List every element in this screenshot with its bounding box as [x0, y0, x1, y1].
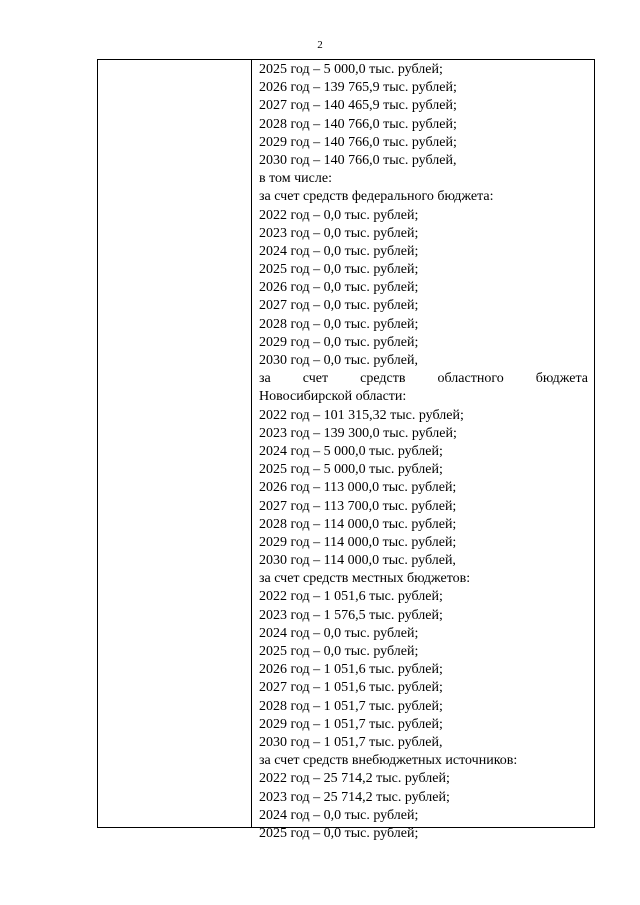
funding-line: 2028 год – 140 766,0 тыс. рублей; — [259, 116, 457, 132]
funding-line: 2027 год – 140 465,9 тыс. рублей; — [259, 98, 457, 114]
section-heading: за счет средств федерального бюджета: — [259, 189, 494, 205]
funding-line: 2027 год – 0,0 тыс. рублей; — [259, 298, 419, 314]
funding-line: 2028 год – 0,0 тыс. рублей; — [259, 316, 419, 332]
funding-line: 2024 год – 0,0 тыс. рублей; — [259, 625, 419, 641]
funding-line: 2022 год – 25 714,2 тыс. рублей; — [259, 771, 450, 787]
funding-line: 2023 год – 25 714,2 тыс. рублей; — [259, 789, 450, 805]
funding-line: 2026 год – 1 051,6 тыс. рублей; — [259, 662, 443, 678]
justified-word: областного — [437, 371, 504, 387]
funding-line: 2023 год – 139 300,0 тыс. рублей; — [259, 425, 457, 441]
justified-word: счет — [302, 371, 329, 387]
funding-line: 2024 год – 5 000,0 тыс. рублей; — [259, 443, 443, 459]
funding-line: 2030 год – 114 000,0 тыс. рублей, — [259, 553, 456, 569]
funding-line: 2024 год – 0,0 тыс. рублей; — [259, 243, 419, 259]
funding-line: 2028 год – 1 051,7 тыс. рублей; — [259, 698, 443, 714]
table-left-cell — [98, 60, 252, 827]
funding-line: 2025 год – 0,0 тыс. рублей; — [259, 262, 419, 278]
funding-line: 2028 год – 114 000,0 тыс. рублей; — [259, 516, 457, 532]
section-heading: за счет средств местных бюджетов: — [259, 571, 471, 587]
funding-line: 2023 год – 1 576,5 тыс. рублей; — [259, 607, 443, 623]
justified-word: за — [259, 371, 271, 387]
funding-line: 2029 год – 140 766,0 тыс. рублей; — [259, 134, 457, 150]
funding-line: 2026 год – 139 765,9 тыс. рублей; — [259, 80, 457, 96]
funding-line: 2024 год – 0,0 тыс. рублей; — [259, 807, 419, 823]
section-heading-justified — [259, 370, 588, 388]
funding-line: 2022 год – 101 315,32 тыс. рублей; — [259, 407, 464, 423]
funding-line: 2026 год – 0,0 тыс. рублей; — [259, 280, 419, 296]
funding-line: 2025 год – 0,0 тыс. рублей; — [259, 825, 419, 841]
funding-line: 2030 год – 1 051,7 тыс. рублей, — [259, 734, 443, 750]
funding-line: 2029 год – 0,0 тыс. рублей; — [259, 334, 419, 350]
funding-line: 2022 год – 1 051,6 тыс. рублей; — [259, 589, 443, 605]
funding-line: 2025 год – 0,0 тыс. рублей; — [259, 644, 419, 659]
funding-line: 2023 год – 0,0 тыс. рублей; — [259, 225, 419, 241]
funding-line: 2025 год – 5 000,0 тыс. рублей; — [259, 62, 443, 77]
funding-line: 2029 год – 114 000,0 тыс. рублей; — [259, 534, 457, 550]
funding-line: 2026 год – 113 000,0 тыс. рублей; — [259, 480, 457, 496]
funding-line: 2027 год – 1 051,6 тыс. рублей; — [259, 680, 443, 696]
section-heading: за счет средств внебюджетных источников: — [259, 753, 518, 769]
passport-table — [97, 59, 595, 841]
section-heading: Новосибирской области: — [259, 389, 407, 405]
table-right-cell — [252, 60, 594, 841]
funding-line: 2022 год – 0,0 тыс. рублей; — [259, 207, 419, 223]
funding-line: 2029 год – 1 051,7 тыс. рублей; — [259, 716, 443, 732]
justified-word: бюджета — [535, 371, 588, 387]
funding-line: 2030 год – 140 766,0 тыс. рублей, — [259, 152, 457, 168]
section-label: в том числе: — [259, 171, 332, 187]
justified-word: средств — [360, 371, 406, 387]
funding-line: 2025 год – 5 000,0 тыс. рублей; — [259, 462, 443, 478]
funding-line: 2030 год – 0,0 тыс. рублей, — [259, 353, 418, 368]
page-number: 2 — [317, 39, 323, 51]
funding-line: 2027 год – 113 700,0 тыс. рублей; — [259, 498, 457, 514]
